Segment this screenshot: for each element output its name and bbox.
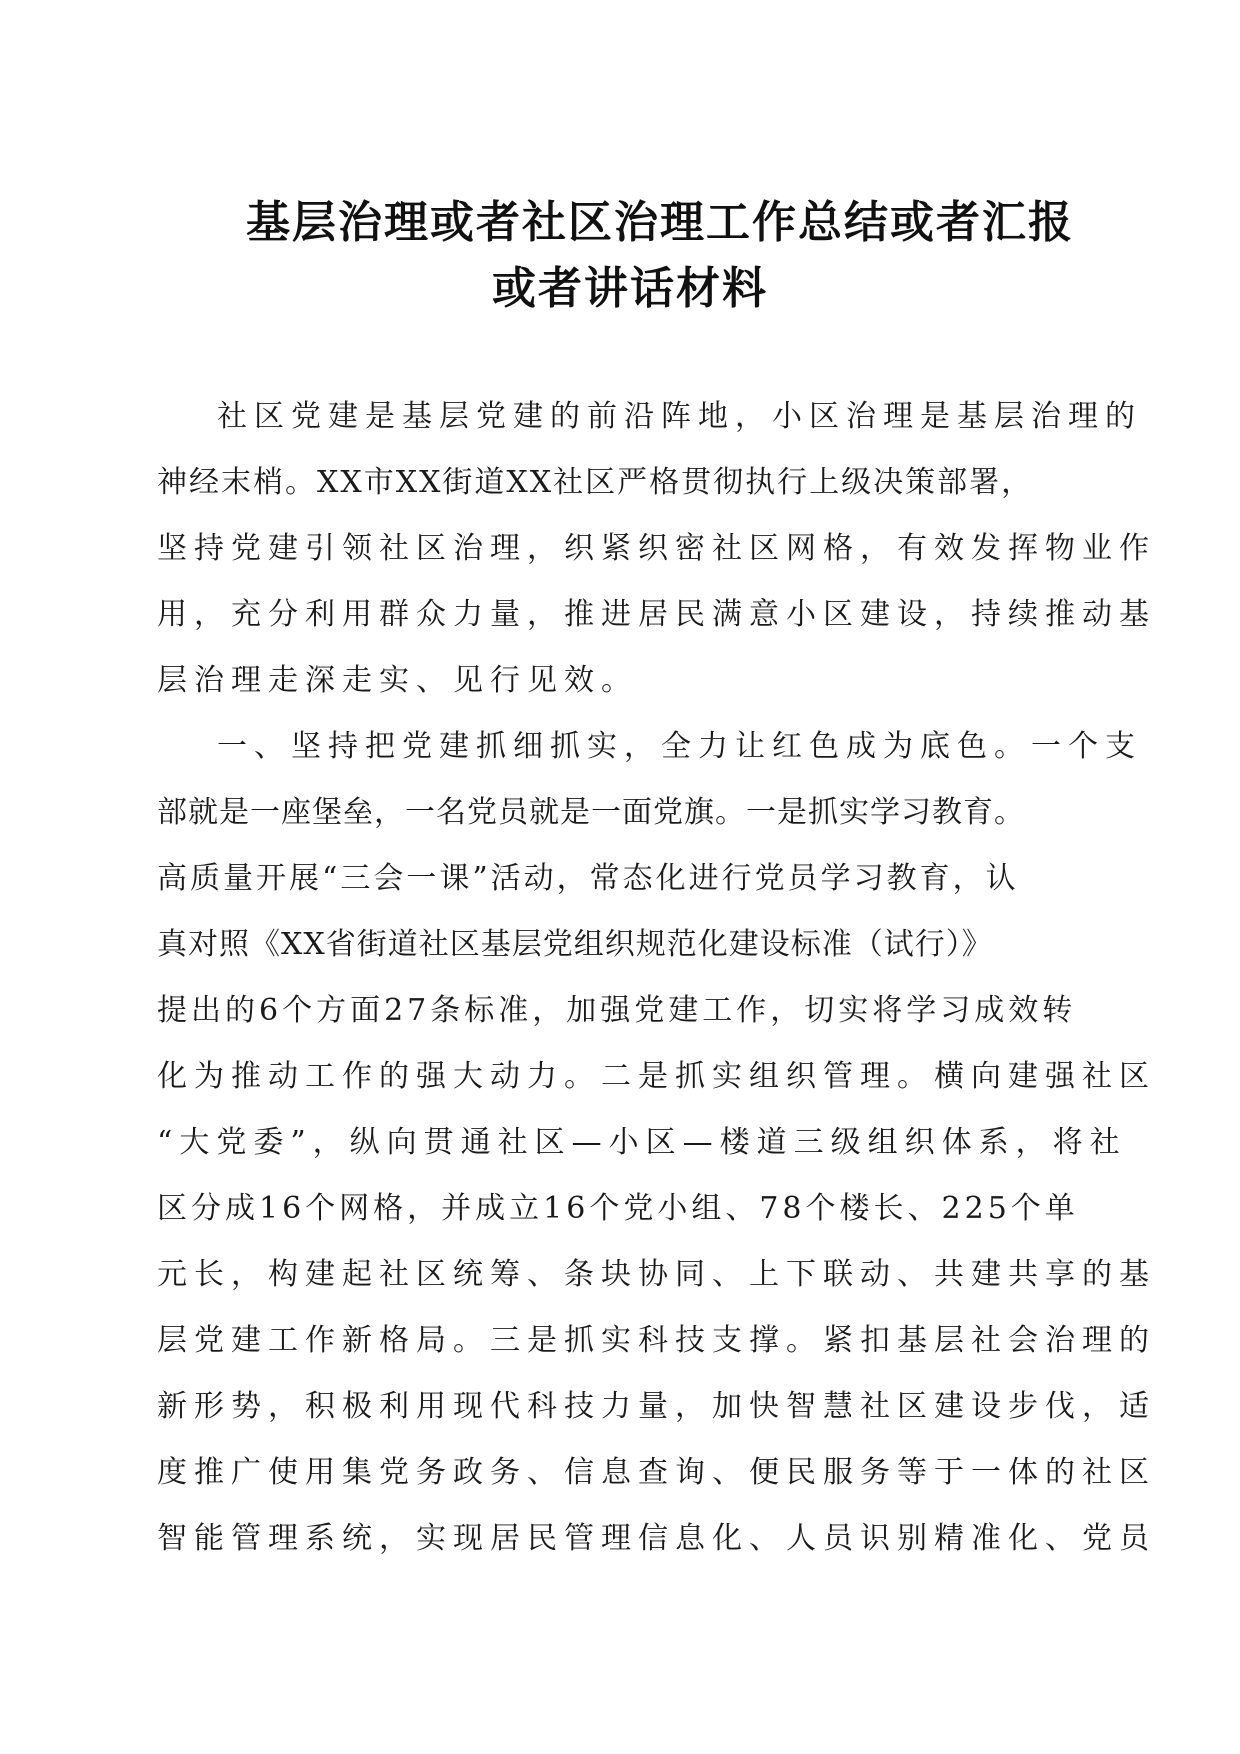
body-line: 一、坚持把党建抓细抓实，全力让红色成为底色。一个支 <box>217 729 1142 764</box>
body-line: 层党建工作新格局。三是抓实科技支撑。紧扣基层社会治理的 <box>157 1323 1156 1358</box>
body-line: 神经末梢。XX市XX街道XX社区严格贯彻执行上级决策部署， <box>157 465 1034 500</box>
body-line: 真对照《XX省街道社区基层党组织规范化建设标准（试行）》 <box>157 927 993 962</box>
body-line: 智能管理系统，实现居民管理信息化、人员识别精准化、党员 <box>157 1521 1156 1556</box>
body-line: 化为推动工作的强大动力。二是抓实组织管理。横向建强社区 <box>157 1059 1156 1094</box>
body-line: 区分成16个网格，并成立16个党小组、78个楼长、225个单 <box>157 1191 1079 1226</box>
body-line: 元长，构建起社区统筹、条块协同、上下联动、共建共享的基 <box>157 1257 1156 1292</box>
document-title <box>150 190 1110 322</box>
body-line: 坚持党建引领社区治理，织紧织密社区网格，有效发挥物业作 <box>157 531 1156 566</box>
title-line-1: 基层治理或者社区治理工作总结或者汇报 <box>246 197 1074 248</box>
body-line: 社区党建是基层党建的前沿阵地，小区治理是基层治理的 <box>217 399 1142 434</box>
body-line: 部就是一座堡垒，一名党员就是一面党旗。一是抓实学习教育。 <box>157 795 1025 830</box>
body-line: 层治理走深走实、见行见效。 <box>157 663 638 698</box>
body-line: 用，充分利用群众力量，推进居民满意小区建设，持续推动基 <box>157 597 1156 632</box>
body-line: “大党委”，纵向贯通社区—小区—楼道三级组织体系，将社 <box>157 1125 1127 1160</box>
title-line-2: 或者讲话材料 <box>492 263 768 314</box>
body-line: 新形势，积极利用现代科技力量，加快智慧社区建设步伐，适 <box>157 1389 1156 1424</box>
body-line: 度推广使用集党务政务、信息查询、便民服务等于一体的社区 <box>157 1455 1156 1490</box>
body-line: 高质量开展“三会一课”活动，常态化进行党员学习教育，认 <box>157 861 1019 896</box>
document-body <box>157 384 1156 1572</box>
body-line: 提出的6个方面27条标准，加强党建工作，切实将学习成效转 <box>157 993 1077 1028</box>
